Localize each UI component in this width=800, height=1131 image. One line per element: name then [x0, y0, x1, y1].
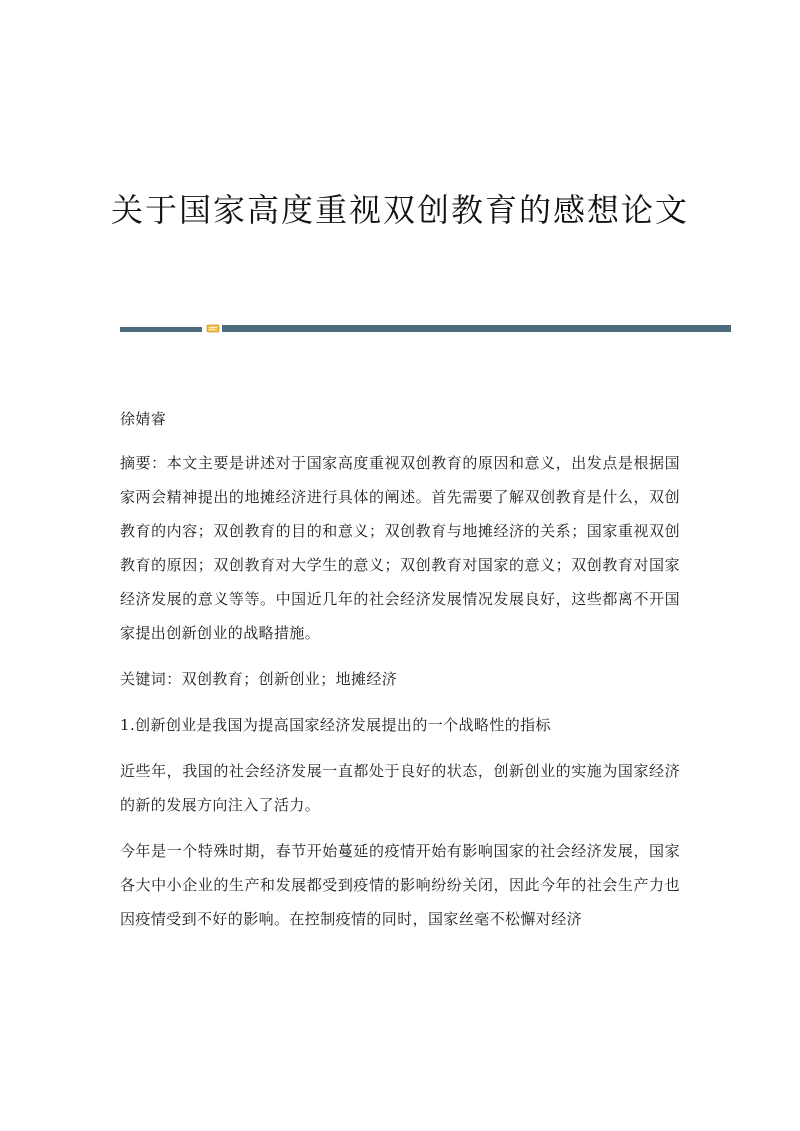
title-divider [120, 325, 731, 333]
keywords-line: 关键词：双创教育；创新创业；地摊经济 [120, 670, 398, 688]
page-title: 关于国家高度重视双创教育的感想论文 [110, 191, 689, 229]
body-paragraph: 今年是一个特殊时期，春节开始蔓延的疫情开始有影响国家的社会经济发展，国家各大中小企业的生产和发展都受到疫情的影响纷纷关闭，因此今年的社会生产力也因疫情受到不好的影响。在控制疫情的同时，国家丝毫不松懈对经济 [120, 842, 680, 928]
divider-left-bar [120, 327, 202, 332]
pencil-icon [206, 323, 220, 334]
section-heading: 1.创新创业是我国为提高国家经济发展提出的一个战略性的指标 [120, 716, 551, 734]
body-paragraph: 近些年，我国的社会经济发展一直都处于良好的状态，创新创业的实施为国家经济的新的发展方向注入了活力。 [120, 762, 680, 814]
document-body [120, 402, 680, 948]
divider-right-bar [222, 325, 731, 332]
abstract-paragraph: 摘要：本文主要是讲述对于国家高度重视双创教育的原因和意义，出发点是根据国家两会精神提出的地摊经济进行具体的阐述。首先需要了解双创教育是什么，双创教育的内容；双创教育的目的和意义；双创教育与地摊经济的关系；国家重视双创教育的原因；双创教育对大学生的意义；双创教育对国家的意义；双创教育对国家经济发展的意义等等。中国近几年的社会经济发展情况发展良好，这些都离不开国家提出创新创业的战略措施。 [120, 454, 680, 642]
author-name: 徐婧睿 [120, 410, 167, 428]
